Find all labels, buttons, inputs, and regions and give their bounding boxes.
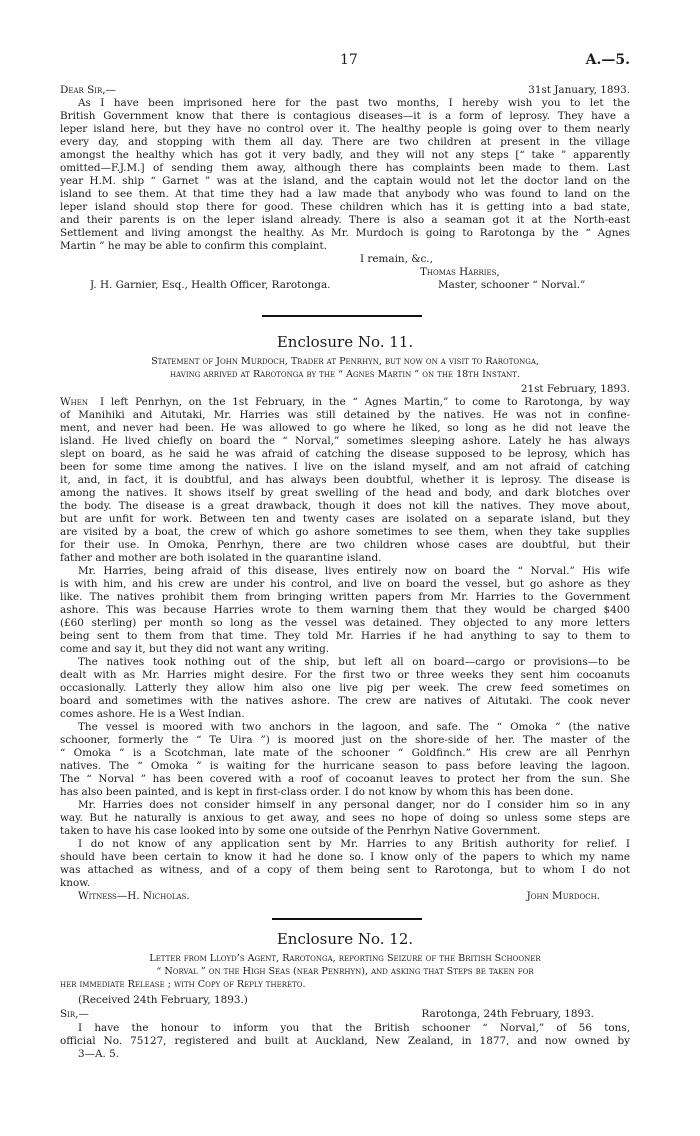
enclosure-12-salutation: Sir,— [60,1008,89,1020]
statement-line: “ Omoka ” is a Scotchman, late mate of the schooner “ Goldfinch.” His crew are all Penrhyn [60,747,630,759]
statement-line: but are unfit for work. Between ten and twenty cases are isolated on a separate island, but they [60,513,630,525]
enclosure-12-caption: her immediate Release ; with Copy of Reply thereto. [60,979,306,990]
signature-mark: 3—A. 5. [78,1048,120,1060]
statement-line: father and mother are both isolated in the quarantine island. [60,552,382,564]
statement-line: comes ashore. He is a West Indian. [60,708,245,720]
enclosure-11-signature: John Murdoch. [526,890,600,902]
statement-line: island. He lived chiefly on board the “ Norval,” sometimes sleeping ashore. Lately he has always [60,435,630,447]
statement-line: is with him, and his crew are under his control, and live on board the vessel, but go ashore as they [60,578,630,590]
letter-line: and their parents is on the leper island already. There is also a seaman got it at the North-east [60,214,630,226]
statement-line: The “ Norval ” has been covered with a roof of cocoanut leaves to protect her from the sun. She [60,773,630,785]
statement-line: being sent to them from that time. They told Mr. Harries if he had anything to say to them to [60,630,630,642]
statement-line: among the natives. It shows itself by great swelling of the head and body, and dark blotches over [60,487,630,499]
statement-line: (£60 sterling) per month so long as the vessel was detained. They objected to any more letters [60,617,630,629]
statement-line: taken to have his case looked into by some one outside of the Penrhyn Native Government. [60,825,541,837]
statement-line: are visited by a boat, the crew of which go ashore sometimes to see them, when they take supplies [60,526,630,538]
statement-line: has also been painted, and is kept in first-class order. I do not know by whom this has been done. [60,786,574,798]
letter-line: British Government know that there is contagious diseases—it is a form of leprosy. They have a [60,110,630,122]
letter-line: leper island here, but they have no control over it. The healthy people is going over to them nearly [60,123,630,135]
statement-line: it, and, in fact, it is doubtful, and has always been doubtful, whether it is leprosy. The disease is [60,474,630,486]
statement-line: come and say it, but they did not want any writing. [60,643,330,655]
statement-line: way. But he naturally is anxious to get away, and sees no hope of doing so unless some steps are [60,812,630,824]
statement-line: ashore. This was because Harries wrote to them warning them that they would be charged $400 [60,604,630,616]
section-divider [262,315,422,317]
enclosure-12-line: I have the honour to inform you that the British schooner “ Norval,” of 56 tons, [78,1022,630,1034]
enclosure-11-witness: Witness—H. Nicholas. [78,890,190,902]
letter-addressee: J. H. Garnier, Esq., Health Officer, Rarotonga. [90,279,331,291]
enclosure-11-caption: having arrived at Rarotonga by the “ Agnes Martin ” on the 18th Instant. [169,369,521,380]
statement-line: I do not know of any application sent by Mr. Harries to any British authority for relief. I [78,838,630,850]
enclosure-12-date: Rarotonga, 24th February, 1893. [421,1008,594,1020]
letter-line: Martin ” he may be able to confirm this complaint. [60,240,327,252]
letter-date: 31st January, 1893. [528,84,630,96]
enclosure-12-caption: Letter from Lloyd’s Agent, Rarotonga, reporting Seizure of the British Schooner [149,953,541,964]
statement-line: dealt with as Mr. Harries might desire. For the first two or three weeks they sent him cocoanuts [60,669,630,681]
statement-line: the body. The disease is a great drawback, though it does not kill the natives. They move about, [60,500,630,512]
letter-line: year H.M. ship “ Garnet ” was at the island, and the captain would not let the doctor land on the [60,175,630,187]
statement-line: Mr. Harries, being afraid of this disease, lives entirely now on board the “ Norval.” His wife [78,565,630,577]
enclosure-11-opening [60,396,100,409]
statement-line: of Manihiki and Aitutaki, Mr. Harries was still detained by the natives. He was not in confine- [60,409,630,421]
enclosure-12-title: Enclosure No. 12. [276,930,414,948]
page-reference: A.—5. [585,52,630,68]
statement-line: natives. The “ Omoka ” is waiting for the hurricane season to pass before leaving the lagoon. [60,760,630,772]
enclosure-11-title: Enclosure No. 11. [276,333,414,351]
letter-closing: I remain, &c., [360,253,433,265]
enclosure-11-caption: Statement of John Murdoch, Trader at Penrhyn, but now on a visit to Rarotonga, [151,356,539,367]
statement-line: I left Penrhyn, on the 1st February, in the “ Agnes Martin,” to come to Rarotonga, by way [100,396,630,408]
enclosure-12-line: official No. 75127, registered and built at Auckland, New Zealand, in 1877, and now owned by [60,1035,630,1047]
statement-line: ment, and never had been. He was allowed to go where he liked, so long as he did not leave the [60,422,630,434]
enclosure-12-caption: “ Norval ” on the High Seas (near Penrhyn), and asking that Steps be taken for [156,966,534,977]
letter-line: As I have been imprisoned here for the past two months, I hereby wish you to let the [78,97,630,109]
letter-line: island to see them. At that time they had a law made that anybody who was found to land on the [60,188,630,200]
section-divider [272,918,422,920]
letter-line: omitted—F.J.M.] of sending them away, although there has complaints been made to them. Last [60,162,630,174]
statement-line: been for some time among the natives. I live on the island myself, and am not afraid of catching [60,461,630,473]
letter-signer-title: Master, schooner “ Norval.” [438,279,586,291]
enclosure-11-date: 21st February, 1893. [520,383,630,395]
letter-line: leper island should stop there for good. These children which has it is getting into a bad state, [60,201,630,213]
statement-line: occasionally. Latterly they allow him also one live pig per week. The crew feed sometimes on [60,682,630,694]
statement-line: The vessel is moored with two anchors in the lagoon, and safe. The “ Omoka ” (the native [78,721,630,733]
statement-line: was attached as witness, and of a copy of them being sent to Rarotonga, but to whom I do not [60,864,630,876]
statement-line: Mr. Harries does not consider himself in any personal danger, nor do I consider him so in any [78,799,630,811]
statement-line: board and sometimes with the natives ashore. The crew are natives of Aitutaki. The cook never [60,695,630,707]
enclosure-12-received: (Received 24th February, 1893.) [78,994,248,1006]
page-number: 17 [340,52,358,68]
opening-word: When [60,396,89,408]
statement-line: for their use. In Omoka, Penrhyn, there are two children whose cases are doubtful, but their [60,539,630,551]
page-header [60,52,630,72]
statement-line: The natives took nothing out of the ship, but left all on board—cargo or provisions—to be [78,656,630,668]
letter-line: every day, and stopping with them all day. There are two children at present in the village [60,136,630,148]
statement-line: like. The natives prohibit them from bringing written papers from Mr. Harries to the Government [60,591,630,603]
statement-line: slept on board, as he said he was afraid of catching the disease supposed to be leprosy, which has [60,448,630,460]
statement-line: should have been certain to know it had he done so. I know only of the papers to which my name [60,851,630,863]
letter-line: Settlement and living amongst the healthy. As Mr. Murdoch is going to Rarotonga by the “ Agnes [60,227,630,239]
letter-signature: Thomas Harries, [420,266,500,278]
statement-line: schooner, formerly the “ Te Uira ”) is moored just on the shore-side of her. The master of the [60,734,630,746]
statement-line: know. [60,877,91,889]
letter-line: amongst the healthy which has got it very badly, and they will not any steps [“ take ” apparently [60,149,630,161]
letter-salutation: Dear Sir,— [60,84,116,96]
